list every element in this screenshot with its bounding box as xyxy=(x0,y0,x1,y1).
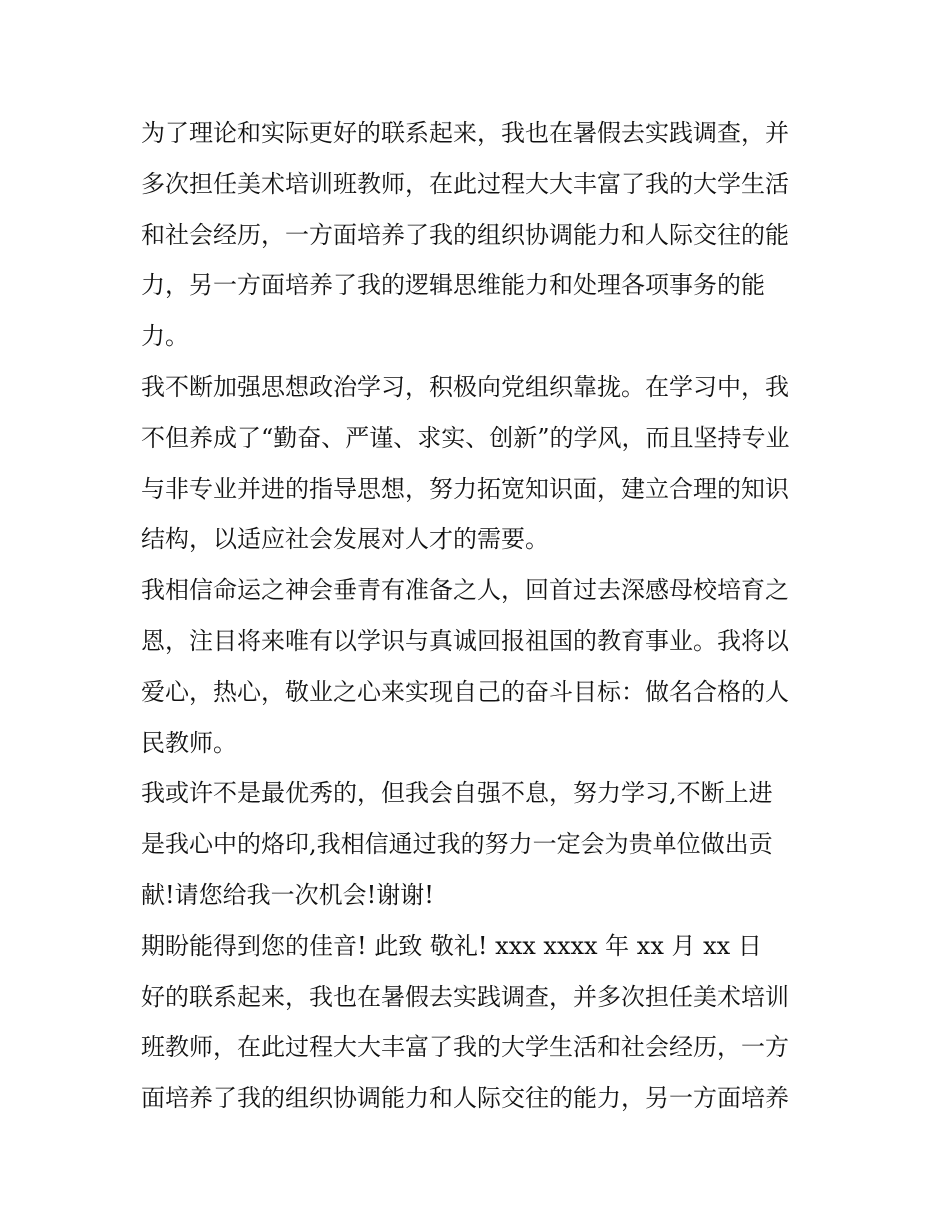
text-line: 我不断加强思想政治学习，积极向党组织靠拢。在学习中，我 xyxy=(141,372,789,401)
text-line: 为了理论和实际更好的联系起来，我也在暑假去实践调查，并 xyxy=(141,119,789,147)
text-line: 期盼能得到您的佳音! 此致 敬礼! xxx xxxx 年 xx 月 xx 日 xyxy=(141,931,762,960)
text-line: 面培养了我的组织协调能力和人际交往的能力，另一方面培养 xyxy=(141,1084,789,1113)
text-line: 不但养成了“勤奋、严谨、求实、创新”的学风，而且坚持专业 xyxy=(141,423,790,452)
document-body xyxy=(141,108,821,1124)
text-line: 我或许不是最优秀的，但我会自强不息，努力学习,不断上进 xyxy=(141,779,773,808)
text-line: 好的联系起来，我也在暑假去实践调查，并多次担任美术培训 xyxy=(141,982,789,1011)
text-line: 民教师。 xyxy=(141,728,237,757)
text-line: 献!请您给我一次机会!谢谢! xyxy=(141,880,434,909)
text-line: 力。 xyxy=(141,322,189,351)
text-line: 恩，注目将来唯有以学识与真诚回报祖国的教育事业。我将以 xyxy=(141,626,789,655)
text-line: 力，另一方面培养了我的逻辑思维能力和处理各项事务的能 xyxy=(141,271,765,300)
text-line: 和社会经历，一方面培养了我的组织协调能力和人际交往的能 xyxy=(141,220,789,249)
text-line: 我相信命运之神会垂青有准备之人，回首过去深感母校培育之 xyxy=(141,576,789,605)
text-line: 多次担任美术培训班教师，在此过程大大丰富了我的大学生活 xyxy=(141,169,789,198)
text-line: 与非专业并进的指导思想，努力拓宽知识面，建立合理的知识 xyxy=(141,474,789,503)
text-line: 爱心，热心，敬业之心来实现自己的奋斗目标：做名合格的人 xyxy=(141,677,789,706)
text-line: 班教师，在此过程大大丰富了我的大学生活和社会经历，一方 xyxy=(141,1033,789,1062)
text-line: 是我心中的烙印,我相信通过我的努力一定会为贵单位做出贡 xyxy=(141,830,773,859)
text-line: 结构，以适应社会发展对人才的需要。 xyxy=(141,525,549,554)
